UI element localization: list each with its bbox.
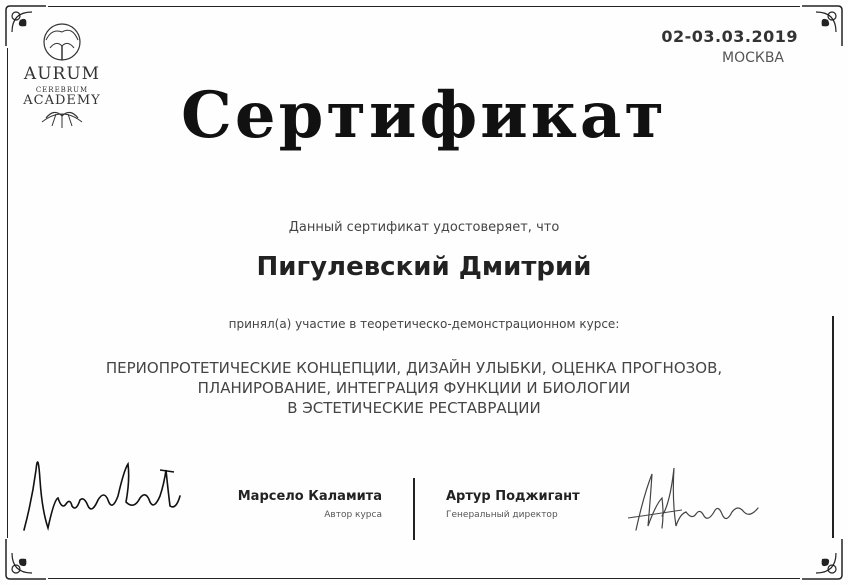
signature-right [622,454,772,544]
ornament-corner-icon [800,537,846,583]
signature-left [14,440,194,550]
logo-line-2: CEREBRUM [35,86,89,94]
ornament-corner-icon [800,2,846,48]
course-title-line: В ЭСТЕТИЧЕСКИЕ РЕСТАВРАЦИИ [287,399,541,417]
certificate-title: Сертификат [180,78,668,153]
signer-left [212,489,382,520]
signature-divider [413,478,415,540]
event-city: МОСКВА [722,50,784,66]
signer-name: Артур Поджигант [446,489,580,504]
recipient-name: Пигулевский Дмитрий [256,252,592,282]
frame-top-line [48,6,800,7]
signer-role: Автор курса [324,510,382,520]
logo-line-3: ACADEMY [23,93,101,108]
signer-right [446,489,616,520]
frame-right-line [832,316,834,538]
course-title-line: ПЕРИОПРОТЕТИЧЕСКИЕ КОНЦЕПЦИИ, ДИЗАЙН УЛЫБКИ, ОЦЕНКА ПРОГНОЗОВ, [105,359,723,377]
course-title [0,358,828,418]
participation-text: принял(а) участие в теоретическо-демонстрационном курсе: [228,317,620,331]
logo-line-1: AURUM [23,64,101,84]
signer-role: Генеральный директор [446,510,558,520]
event-date: 02-03.03.2019 [661,27,798,46]
frame-bottom-line [48,578,800,579]
intro-text: Данный сертификат удостоверяет, что [288,220,560,235]
course-title-line: ПЛАНИРОВАНИЕ, ИНТЕГРАЦИЯ ФУНКЦИИ И БИОЛОГИИ [197,379,631,397]
signer-name: Марсело Каламита [237,489,382,504]
